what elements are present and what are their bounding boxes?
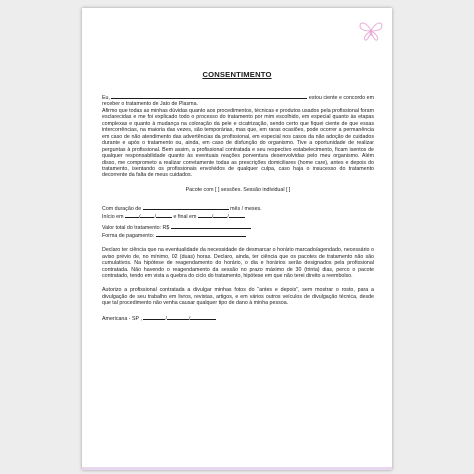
- city-date-line: Americana - SP , / /: [102, 315, 374, 322]
- paragraph-terms: Declaro ter ciência que na eventualidade da necessidade de desmarcar o horário marcado/agendado, necessário o aviso prévio de, no mínimo, 02 (duas) horas. Declaro, ainda, ter ciência que os pacotes de tratamento não são cumulativos. Na hipótese de reagendamento do horário, o dia e horários serão designados pela profissional contratada. Não havendo o reagendamento da sessão no prazo máximo de 30 (trinta) dias, perco o pacote contratado, tendo em vista a quebra do ciclo do tratamento, hipótese em que não terei direito a reembolso.: [102, 247, 374, 279]
- paragraph-photos: Autorizo a profissional contratada a divulgar minhas fotos do “antes e depois”, sem mostrar o rosto, para a divulgação de seu trabalho em livros, revistas, artigos, e em vários outros veículos de divulgação técnica, desde que tal procedimento não venha causar qualquer tipo de dano à minha pessoa.: [102, 287, 374, 307]
- document-title: CONSENTIMENTO: [202, 70, 272, 79]
- start-month-blank: [140, 213, 154, 218]
- date-month-blank: [167, 315, 189, 320]
- butterfly-icon: [358, 20, 384, 42]
- name-blank: [111, 94, 307, 99]
- start-day-blank: [125, 213, 139, 218]
- start-mid: e final em: [173, 213, 197, 220]
- intro-suffix: estou ciente e concordo em receber o tratamento de Jato de Plasma.: [102, 95, 374, 108]
- duration-suffix: mês / meses.: [230, 206, 262, 213]
- date-day-blank: [143, 315, 165, 320]
- end-year-blank: [229, 213, 245, 218]
- date-year-blank: [190, 315, 216, 320]
- total-line: [102, 224, 374, 231]
- paragraph-main: Afirmo que todas as minhas dúvidas quanto aos procedimentos, técnicas e produtos usados pela profissional foram esclarecidas e me foi explicado todo o processo do tratamento por mim escolhido, em especial quanto às etapas complexas e quanto à mudança na coloração da pele e cicatrização, sendo certo que fiquei ciente de que essas intercorrências, na maioria das vezes, são temporárias, mas que, em raras ocasiões, pode ocorrer a permanência em caso de não atendimento das advertências da profissional, em especial nos casos da não adoção de cuidados durante e após o tratamento ou, ainda, em caso de disfunção do organismo. Tive a oportunidade de realizar perguntas à profissional. Bem assim, a profissional contratada e seu respectivo estabelecimento, ficam isentos de qualquer responsabilidade quanto às eventuais reações porventura desenvolvidas pelo meu organismo. Além disso, me comprometo a realizar corretamente todas as prescrições domiciliares (home care), antes e depois do tratamento, isentando os profissionais envolvidos de qualquer culpa, caso haja o insucesso do tratamento decorrente da falta de meus cuidados.: [102, 107, 374, 179]
- start-year-blank: [156, 213, 172, 218]
- city-label: Americana - SP ,: [102, 315, 142, 322]
- total-label: Valor total do tratamento: R$: [102, 225, 170, 232]
- end-day-blank: [198, 213, 212, 218]
- document-body: [102, 94, 374, 322]
- intro-line: [102, 94, 374, 108]
- total-blank: [171, 224, 251, 229]
- payment-line: [102, 232, 374, 239]
- end-month-blank: [213, 213, 227, 218]
- duration-prefix: Com duração de: [102, 206, 142, 213]
- start-line: Início em / / e final em / /: [102, 213, 374, 220]
- consent-document-page: [82, 8, 392, 470]
- bottom-accent-bar: [82, 467, 392, 470]
- duration-line: [102, 205, 374, 212]
- payment-blank: [156, 232, 246, 237]
- package-line: Pacote com [ ] sessões. Sessão individual [ ]: [185, 186, 291, 193]
- start-prefix: Início em: [102, 213, 124, 220]
- payment-label: Forma de pagamento:: [102, 232, 155, 239]
- duration-blank: [143, 205, 229, 210]
- intro-prefix: Eu,: [102, 95, 110, 101]
